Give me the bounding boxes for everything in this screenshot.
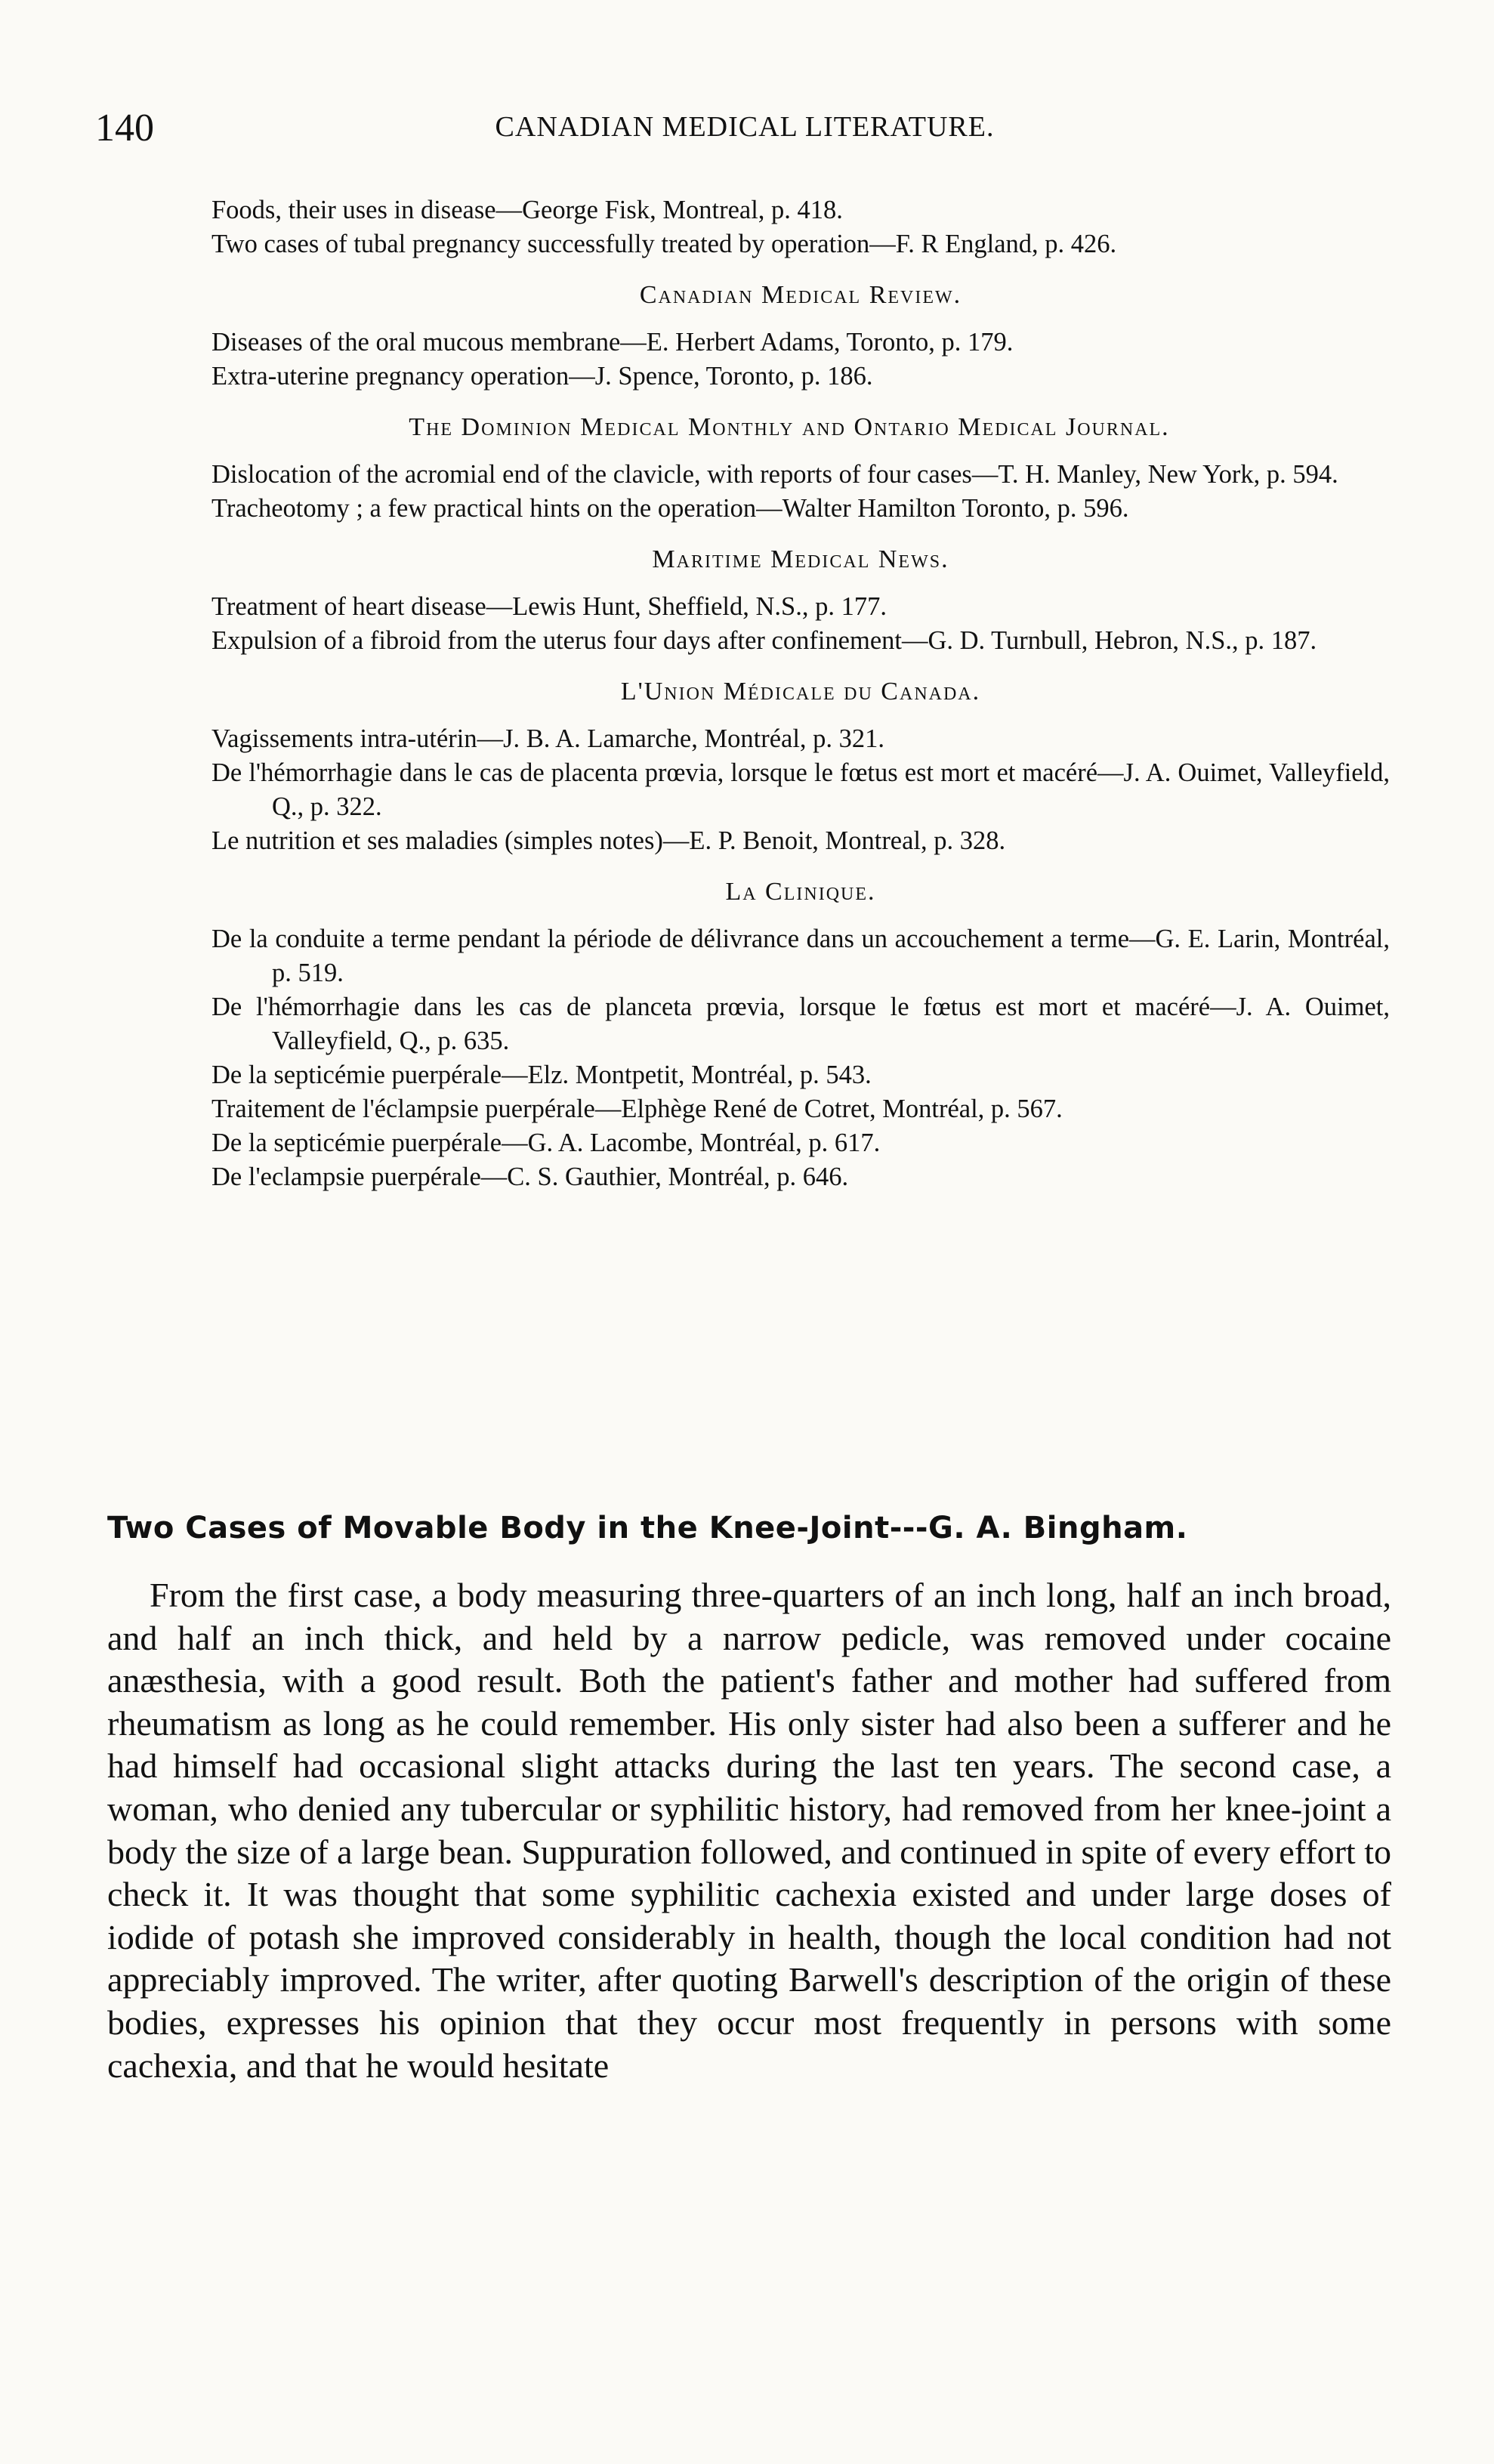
- reference-entry: De l'eclampsie puerpérale—C. S. Gauthier, Montréal, p. 646.: [211, 1163, 849, 1191]
- reference-entry: Foods, their uses in disease—George Fisk, Montreal, p. 418.: [211, 196, 843, 224]
- journal-heading: L'Union Médicale du Canada.: [620, 678, 981, 706]
- page-number: 140: [95, 107, 154, 150]
- reference-entry: De l'hémorrhagie dans le cas de placenta prœvia, lorsque le fœtus est mort et macéré—J. A. Ouimet, Valleyfield, Q., p. 322.: [211, 758, 1390, 821]
- running-title: CANADIAN MEDICAL LITERATURE.: [495, 111, 995, 143]
- article-title: Two Cases of Movable Body in the Knee-Joint---G. A. Bingham.: [107, 1511, 1188, 1545]
- reference-entry: Two cases of tubal pregnancy successfully treated by operation—F. R England, p. 426.: [211, 230, 1117, 258]
- reference-entry: Expulsion of a fibroid from the uterus four days after confinement—G. D. Turnbull, Hebron, N.S., p. 187.: [211, 626, 1317, 655]
- article-paragraph: From the first case, a body measuring three-quarters of an inch long, half an inch broad, and half an inch thick, and held by a narrow pedicle, was removed under cocaine anæsthesia, with a good result. Both the patient's father and mother had suffered from rheumatism as long as he could remember. His only sister had also been a sufferer and he had himself had occasional slight attacks during the last ten years. The second case, a woman, who denied any tubercular or syphilitic history, had removed from her knee-joint a body the size of a large bean. Suppuration followed, and continued in spite of every effort to check it. It was thought that some syphilitic cachexia existed and under large doses of iodide of potash she improved considerably in health, though the local condition had not appreciably improved. The writer, after quoting Barwell's description of the origin of these bodies, expresses his opinion that they occur most frequently in persons with some cachexia, and that he would hesitate: [107, 1576, 1391, 2085]
- running-head: [95, 106, 1394, 151]
- reference-entry: De la conduite a terme pendant la période de délivrance dans un accouchement a terme—G. E. Larin, Montréal, p. 519.: [211, 925, 1390, 987]
- reference-entry: Dislocation of the acromial end of the clavicle, with reports of four cases—T. H. Manley, New York, p. 594.: [211, 460, 1338, 489]
- journal-heading: The Dominion Medical Monthly and Ontario Medical Journal.: [409, 413, 1170, 441]
- reference-entry: De l'hémorrhagie dans les cas de planceta prœvia, lorsque le fœtus est mort et macéré—J. A. Ouimet, Valleyfield, Q., p. 635.: [211, 993, 1390, 1055]
- reference-entry: Vagissements intra-utérin—J. B. A. Lamarche, Montréal, p. 321.: [211, 724, 885, 753]
- journal-heading: Canadian Medical Review.: [639, 281, 962, 309]
- reference-entry: Le nutrition et ses maladies (simples notes)—E. P. Benoit, Montreal, p. 328.: [211, 826, 1006, 855]
- reference-entry: Extra-uterine pregnancy operation—J. Spence, Toronto, p. 186.: [211, 362, 873, 391]
- reference-entry: Tracheotomy ; a few practical hints on the operation—Walter Hamilton Toronto, p. 596.: [211, 494, 1129, 523]
- article-body: [107, 1574, 1391, 2087]
- reference-entry: Diseases of the oral mucous membrane—E. Herbert Adams, Toronto, p. 179.: [211, 328, 1014, 357]
- references-section: [211, 193, 1390, 1194]
- journal-heading: Maritime Medical News.: [652, 545, 949, 573]
- journal-heading: La Clinique.: [725, 878, 876, 906]
- reference-entry: De la septicémie puerpérale—Elz. Montpetit, Montréal, p. 543.: [211, 1061, 872, 1089]
- reference-entry: Treatment of heart disease—Lewis Hunt, Sheffield, N.S., p. 177.: [211, 592, 887, 621]
- reference-entry: Traitement de l'éclampsie puerpérale—Elphège René de Cotret, Montréal, p. 567.: [211, 1095, 1063, 1123]
- reference-entry: De la septicémie puerpérale—G. A. Lacombe, Montréal, p. 617.: [211, 1129, 881, 1157]
